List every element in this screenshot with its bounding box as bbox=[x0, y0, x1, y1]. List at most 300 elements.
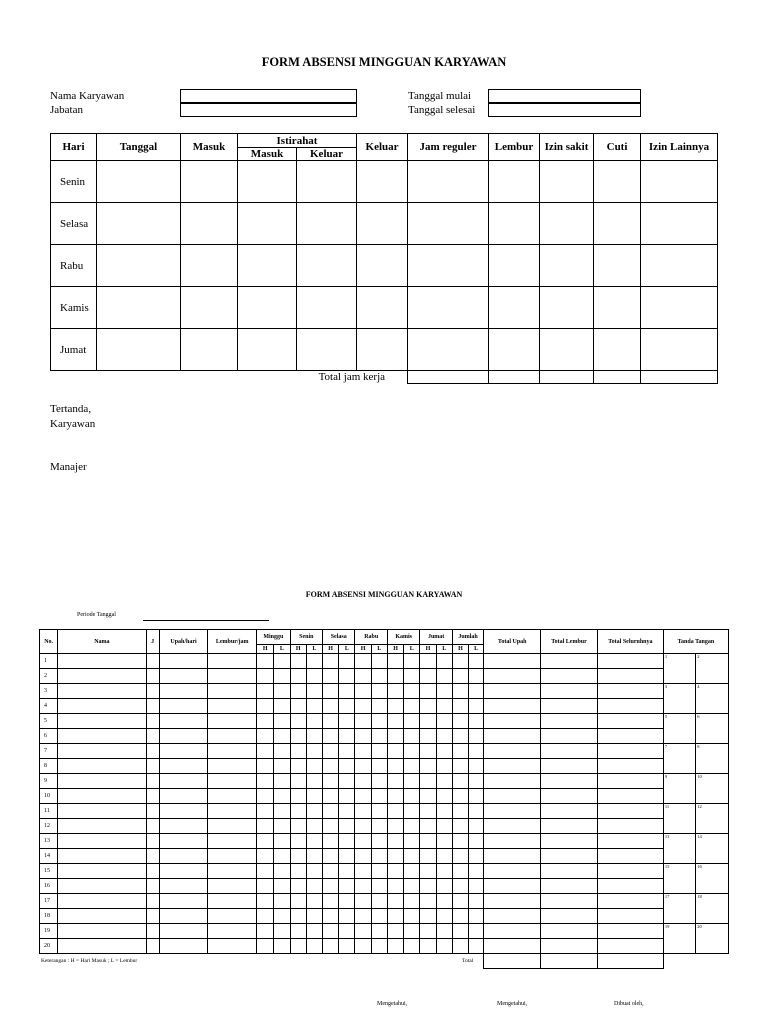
data-cell[interactable] bbox=[58, 924, 146, 939]
data-cell[interactable] bbox=[420, 894, 436, 909]
data-cell[interactable] bbox=[339, 744, 355, 759]
data-cell[interactable] bbox=[597, 699, 663, 714]
data-cell[interactable] bbox=[452, 729, 468, 744]
data-cell[interactable] bbox=[159, 804, 208, 819]
data-cell[interactable] bbox=[355, 819, 371, 834]
attendance-cell[interactable] bbox=[357, 203, 408, 245]
data-cell[interactable] bbox=[208, 939, 257, 954]
data-cell[interactable] bbox=[541, 714, 598, 729]
attendance-cell[interactable] bbox=[238, 287, 297, 329]
data-cell[interactable] bbox=[355, 834, 371, 849]
data-cell[interactable] bbox=[541, 804, 598, 819]
attendance-cell[interactable] bbox=[97, 329, 181, 371]
data-cell[interactable] bbox=[306, 804, 322, 819]
data-cell[interactable] bbox=[159, 879, 208, 894]
data-cell[interactable] bbox=[469, 744, 484, 759]
data-cell[interactable] bbox=[146, 819, 159, 834]
data-cell[interactable] bbox=[387, 654, 403, 669]
data-cell[interactable] bbox=[159, 834, 208, 849]
attendance-cell[interactable] bbox=[238, 329, 297, 371]
data-cell[interactable] bbox=[541, 879, 598, 894]
data-cell[interactable] bbox=[290, 924, 306, 939]
data-cell[interactable] bbox=[159, 714, 208, 729]
data-cell[interactable] bbox=[290, 699, 306, 714]
data-cell[interactable] bbox=[58, 864, 146, 879]
data-cell[interactable] bbox=[58, 744, 146, 759]
attendance-cell[interactable] bbox=[489, 287, 540, 329]
data-cell[interactable] bbox=[436, 684, 452, 699]
data-cell[interactable] bbox=[159, 864, 208, 879]
attendance-cell[interactable] bbox=[408, 203, 489, 245]
data-cell[interactable] bbox=[306, 714, 322, 729]
data-cell[interactable] bbox=[257, 879, 274, 894]
data-cell[interactable] bbox=[208, 669, 257, 684]
tanggal-mulai-field[interactable] bbox=[488, 89, 641, 103]
attendance-cell[interactable] bbox=[357, 245, 408, 287]
tanggal-selesai-field[interactable] bbox=[488, 103, 641, 117]
total-lembur-cell[interactable] bbox=[541, 954, 598, 969]
data-cell[interactable] bbox=[339, 759, 355, 774]
data-cell[interactable] bbox=[404, 834, 420, 849]
data-cell[interactable] bbox=[469, 774, 484, 789]
data-cell[interactable] bbox=[387, 789, 403, 804]
data-cell[interactable] bbox=[484, 834, 541, 849]
attendance-cell[interactable] bbox=[97, 245, 181, 287]
data-cell[interactable] bbox=[469, 699, 484, 714]
data-cell[interactable] bbox=[339, 714, 355, 729]
data-cell[interactable] bbox=[484, 909, 541, 924]
data-cell[interactable] bbox=[371, 699, 387, 714]
data-cell[interactable] bbox=[339, 684, 355, 699]
data-cell[interactable] bbox=[355, 714, 371, 729]
data-cell[interactable] bbox=[355, 894, 371, 909]
data-cell[interactable] bbox=[58, 714, 146, 729]
data-cell[interactable] bbox=[274, 729, 290, 744]
attendance-cell[interactable] bbox=[408, 245, 489, 287]
data-cell[interactable] bbox=[274, 669, 290, 684]
data-cell[interactable] bbox=[469, 729, 484, 744]
data-cell[interactable] bbox=[469, 654, 484, 669]
attendance-cell[interactable] bbox=[489, 329, 540, 371]
data-cell[interactable] bbox=[339, 939, 355, 954]
data-cell[interactable] bbox=[597, 774, 663, 789]
data-cell[interactable] bbox=[387, 849, 403, 864]
data-cell[interactable] bbox=[420, 939, 436, 954]
data-cell[interactable] bbox=[484, 804, 541, 819]
data-cell[interactable] bbox=[469, 909, 484, 924]
data-cell[interactable] bbox=[159, 894, 208, 909]
data-cell[interactable] bbox=[387, 939, 403, 954]
periode-tanggal-field[interactable] bbox=[143, 620, 269, 621]
signature-cell[interactable]: 6 bbox=[696, 714, 729, 744]
data-cell[interactable] bbox=[290, 774, 306, 789]
data-cell[interactable] bbox=[484, 939, 541, 954]
data-cell[interactable] bbox=[355, 939, 371, 954]
data-cell[interactable] bbox=[159, 819, 208, 834]
data-cell[interactable] bbox=[274, 894, 290, 909]
data-cell[interactable] bbox=[208, 729, 257, 744]
data-cell[interactable] bbox=[387, 819, 403, 834]
attendance-cell[interactable] bbox=[238, 161, 297, 203]
data-cell[interactable] bbox=[484, 894, 541, 909]
data-cell[interactable] bbox=[484, 924, 541, 939]
data-cell[interactable] bbox=[323, 924, 339, 939]
data-cell[interactable] bbox=[159, 744, 208, 759]
data-cell[interactable] bbox=[274, 744, 290, 759]
data-cell[interactable] bbox=[452, 819, 468, 834]
data-cell[interactable] bbox=[436, 789, 452, 804]
data-cell[interactable] bbox=[323, 669, 339, 684]
data-cell[interactable] bbox=[387, 759, 403, 774]
data-cell[interactable] bbox=[339, 849, 355, 864]
data-cell[interactable] bbox=[452, 669, 468, 684]
data-cell[interactable] bbox=[404, 894, 420, 909]
data-cell[interactable] bbox=[371, 684, 387, 699]
data-cell[interactable] bbox=[323, 699, 339, 714]
data-cell[interactable] bbox=[387, 714, 403, 729]
data-cell[interactable] bbox=[420, 834, 436, 849]
data-cell[interactable] bbox=[257, 699, 274, 714]
data-cell[interactable] bbox=[355, 759, 371, 774]
data-cell[interactable] bbox=[58, 939, 146, 954]
data-cell[interactable] bbox=[597, 864, 663, 879]
data-cell[interactable] bbox=[420, 684, 436, 699]
signature-cell[interactable]: 9 bbox=[663, 774, 695, 804]
data-cell[interactable] bbox=[58, 654, 146, 669]
signature-cell[interactable]: 7 bbox=[663, 744, 695, 774]
data-cell[interactable] bbox=[208, 864, 257, 879]
data-cell[interactable] bbox=[484, 669, 541, 684]
data-cell[interactable] bbox=[290, 669, 306, 684]
data-cell[interactable] bbox=[355, 744, 371, 759]
data-cell[interactable] bbox=[484, 729, 541, 744]
data-cell[interactable] bbox=[290, 834, 306, 849]
data-cell[interactable] bbox=[404, 924, 420, 939]
data-cell[interactable] bbox=[420, 864, 436, 879]
data-cell[interactable] bbox=[420, 714, 436, 729]
data-cell[interactable] bbox=[404, 744, 420, 759]
data-cell[interactable] bbox=[469, 804, 484, 819]
data-cell[interactable] bbox=[597, 819, 663, 834]
attendance-cell[interactable] bbox=[540, 329, 594, 371]
data-cell[interactable] bbox=[404, 714, 420, 729]
data-cell[interactable] bbox=[355, 804, 371, 819]
total-cell[interactable] bbox=[540, 371, 594, 384]
data-cell[interactable] bbox=[404, 789, 420, 804]
data-cell[interactable] bbox=[274, 834, 290, 849]
data-cell[interactable] bbox=[484, 789, 541, 804]
attendance-cell[interactable] bbox=[297, 245, 357, 287]
total-cell[interactable] bbox=[641, 371, 718, 384]
data-cell[interactable] bbox=[159, 654, 208, 669]
data-cell[interactable] bbox=[274, 909, 290, 924]
data-cell[interactable] bbox=[387, 924, 403, 939]
attendance-cell[interactable] bbox=[181, 203, 238, 245]
data-cell[interactable] bbox=[306, 894, 322, 909]
data-cell[interactable] bbox=[339, 699, 355, 714]
data-cell[interactable] bbox=[257, 819, 274, 834]
data-cell[interactable] bbox=[290, 654, 306, 669]
data-cell[interactable] bbox=[290, 759, 306, 774]
attendance-cell[interactable] bbox=[540, 203, 594, 245]
data-cell[interactable] bbox=[371, 894, 387, 909]
data-cell[interactable] bbox=[339, 924, 355, 939]
data-cell[interactable] bbox=[58, 909, 146, 924]
data-cell[interactable] bbox=[355, 789, 371, 804]
data-cell[interactable] bbox=[274, 849, 290, 864]
data-cell[interactable] bbox=[323, 789, 339, 804]
data-cell[interactable] bbox=[208, 819, 257, 834]
data-cell[interactable] bbox=[274, 879, 290, 894]
data-cell[interactable] bbox=[484, 759, 541, 774]
data-cell[interactable] bbox=[208, 894, 257, 909]
data-cell[interactable] bbox=[274, 804, 290, 819]
data-cell[interactable] bbox=[597, 729, 663, 744]
data-cell[interactable] bbox=[484, 849, 541, 864]
data-cell[interactable] bbox=[323, 804, 339, 819]
data-cell[interactable] bbox=[436, 729, 452, 744]
attendance-cell[interactable] bbox=[641, 329, 718, 371]
data-cell[interactable] bbox=[306, 849, 322, 864]
data-cell[interactable] bbox=[257, 759, 274, 774]
data-cell[interactable] bbox=[436, 939, 452, 954]
data-cell[interactable] bbox=[597, 654, 663, 669]
data-cell[interactable] bbox=[306, 654, 322, 669]
data-cell[interactable] bbox=[436, 924, 452, 939]
data-cell[interactable] bbox=[355, 774, 371, 789]
data-cell[interactable] bbox=[323, 714, 339, 729]
data-cell[interactable] bbox=[371, 849, 387, 864]
data-cell[interactable] bbox=[371, 879, 387, 894]
data-cell[interactable] bbox=[208, 699, 257, 714]
data-cell[interactable] bbox=[469, 819, 484, 834]
data-cell[interactable] bbox=[452, 939, 468, 954]
data-cell[interactable] bbox=[290, 939, 306, 954]
data-cell[interactable] bbox=[290, 804, 306, 819]
data-cell[interactable] bbox=[323, 819, 339, 834]
data-cell[interactable] bbox=[404, 699, 420, 714]
data-cell[interactable] bbox=[257, 669, 274, 684]
data-cell[interactable] bbox=[371, 834, 387, 849]
signature-cell[interactable]: 13 bbox=[663, 834, 695, 864]
data-cell[interactable] bbox=[371, 669, 387, 684]
data-cell[interactable] bbox=[257, 924, 274, 939]
data-cell[interactable] bbox=[452, 684, 468, 699]
data-cell[interactable] bbox=[371, 759, 387, 774]
data-cell[interactable] bbox=[404, 774, 420, 789]
data-cell[interactable] bbox=[469, 924, 484, 939]
data-cell[interactable] bbox=[58, 879, 146, 894]
data-cell[interactable] bbox=[452, 864, 468, 879]
data-cell[interactable] bbox=[257, 849, 274, 864]
data-cell[interactable] bbox=[404, 864, 420, 879]
data-cell[interactable] bbox=[146, 774, 159, 789]
data-cell[interactable] bbox=[159, 924, 208, 939]
data-cell[interactable] bbox=[541, 834, 598, 849]
attendance-cell[interactable] bbox=[594, 161, 641, 203]
data-cell[interactable] bbox=[306, 909, 322, 924]
data-cell[interactable] bbox=[404, 669, 420, 684]
data-cell[interactable] bbox=[452, 789, 468, 804]
data-cell[interactable] bbox=[484, 819, 541, 834]
data-cell[interactable] bbox=[452, 804, 468, 819]
data-cell[interactable] bbox=[208, 924, 257, 939]
data-cell[interactable] bbox=[436, 774, 452, 789]
data-cell[interactable] bbox=[469, 759, 484, 774]
data-cell[interactable] bbox=[208, 744, 257, 759]
signature-cell[interactable]: 12 bbox=[696, 804, 729, 834]
data-cell[interactable] bbox=[469, 714, 484, 729]
data-cell[interactable] bbox=[274, 789, 290, 804]
data-cell[interactable] bbox=[387, 864, 403, 879]
data-cell[interactable] bbox=[290, 864, 306, 879]
data-cell[interactable] bbox=[541, 849, 598, 864]
data-cell[interactable] bbox=[404, 849, 420, 864]
data-cell[interactable] bbox=[541, 684, 598, 699]
data-cell[interactable] bbox=[159, 699, 208, 714]
data-cell[interactable] bbox=[484, 699, 541, 714]
attendance-cell[interactable] bbox=[594, 287, 641, 329]
signature-cell[interactable]: 10 bbox=[696, 774, 729, 804]
data-cell[interactable] bbox=[404, 654, 420, 669]
data-cell[interactable] bbox=[436, 909, 452, 924]
attendance-cell[interactable] bbox=[297, 161, 357, 203]
data-cell[interactable] bbox=[274, 939, 290, 954]
data-cell[interactable] bbox=[257, 744, 274, 759]
data-cell[interactable] bbox=[387, 879, 403, 894]
data-cell[interactable] bbox=[404, 909, 420, 924]
data-cell[interactable] bbox=[146, 864, 159, 879]
data-cell[interactable] bbox=[404, 819, 420, 834]
data-cell[interactable] bbox=[541, 939, 598, 954]
attendance-cell[interactable] bbox=[641, 287, 718, 329]
data-cell[interactable] bbox=[339, 879, 355, 894]
data-cell[interactable] bbox=[208, 684, 257, 699]
data-cell[interactable] bbox=[306, 774, 322, 789]
data-cell[interactable] bbox=[58, 669, 146, 684]
data-cell[interactable] bbox=[290, 744, 306, 759]
data-cell[interactable] bbox=[355, 669, 371, 684]
data-cell[interactable] bbox=[146, 744, 159, 759]
data-cell[interactable] bbox=[257, 909, 274, 924]
data-cell[interactable] bbox=[452, 774, 468, 789]
data-cell[interactable] bbox=[597, 894, 663, 909]
data-cell[interactable] bbox=[339, 804, 355, 819]
signature-cell[interactable]: 18 bbox=[696, 894, 729, 924]
data-cell[interactable] bbox=[597, 759, 663, 774]
signature-cell[interactable]: 4 bbox=[696, 684, 729, 714]
data-cell[interactable] bbox=[597, 924, 663, 939]
signature-cell[interactable]: 5 bbox=[663, 714, 695, 744]
attendance-cell[interactable] bbox=[641, 203, 718, 245]
data-cell[interactable] bbox=[420, 774, 436, 789]
data-cell[interactable] bbox=[306, 789, 322, 804]
data-cell[interactable] bbox=[484, 714, 541, 729]
data-cell[interactable] bbox=[541, 819, 598, 834]
data-cell[interactable] bbox=[355, 654, 371, 669]
jabatan-field[interactable] bbox=[180, 103, 357, 117]
data-cell[interactable] bbox=[484, 654, 541, 669]
data-cell[interactable] bbox=[371, 789, 387, 804]
attendance-cell[interactable] bbox=[641, 245, 718, 287]
data-cell[interactable] bbox=[387, 834, 403, 849]
data-cell[interactable] bbox=[159, 909, 208, 924]
data-cell[interactable] bbox=[146, 684, 159, 699]
data-cell[interactable] bbox=[420, 759, 436, 774]
data-cell[interactable] bbox=[436, 894, 452, 909]
data-cell[interactable] bbox=[159, 669, 208, 684]
signature-cell[interactable]: 3 bbox=[663, 684, 695, 714]
data-cell[interactable] bbox=[146, 669, 159, 684]
data-cell[interactable] bbox=[404, 804, 420, 819]
data-cell[interactable] bbox=[469, 834, 484, 849]
data-cell[interactable] bbox=[436, 864, 452, 879]
data-cell[interactable] bbox=[159, 849, 208, 864]
data-cell[interactable] bbox=[452, 744, 468, 759]
data-cell[interactable] bbox=[146, 939, 159, 954]
data-cell[interactable] bbox=[371, 654, 387, 669]
data-cell[interactable] bbox=[387, 894, 403, 909]
data-cell[interactable] bbox=[306, 939, 322, 954]
data-cell[interactable] bbox=[484, 774, 541, 789]
data-cell[interactable] bbox=[274, 819, 290, 834]
attendance-cell[interactable] bbox=[408, 161, 489, 203]
data-cell[interactable] bbox=[484, 744, 541, 759]
attendance-cell[interactable] bbox=[540, 245, 594, 287]
data-cell[interactable] bbox=[208, 759, 257, 774]
total-seluruhnya-cell[interactable] bbox=[597, 954, 663, 969]
attendance-cell[interactable] bbox=[540, 161, 594, 203]
data-cell[interactable] bbox=[274, 714, 290, 729]
attendance-cell[interactable] bbox=[594, 203, 641, 245]
data-cell[interactable] bbox=[274, 864, 290, 879]
data-cell[interactable] bbox=[290, 849, 306, 864]
data-cell[interactable] bbox=[597, 669, 663, 684]
data-cell[interactable] bbox=[371, 924, 387, 939]
data-cell[interactable] bbox=[436, 654, 452, 669]
attendance-cell[interactable] bbox=[357, 329, 408, 371]
data-cell[interactable] bbox=[452, 909, 468, 924]
data-cell[interactable] bbox=[146, 849, 159, 864]
attendance-cell[interactable] bbox=[97, 203, 181, 245]
signature-cell[interactable]: 16 bbox=[696, 864, 729, 894]
data-cell[interactable] bbox=[290, 714, 306, 729]
data-cell[interactable] bbox=[306, 669, 322, 684]
data-cell[interactable] bbox=[469, 849, 484, 864]
data-cell[interactable] bbox=[597, 879, 663, 894]
data-cell[interactable] bbox=[420, 669, 436, 684]
data-cell[interactable] bbox=[597, 744, 663, 759]
data-cell[interactable] bbox=[541, 924, 598, 939]
data-cell[interactable] bbox=[452, 924, 468, 939]
data-cell[interactable] bbox=[436, 744, 452, 759]
data-cell[interactable] bbox=[323, 684, 339, 699]
data-cell[interactable] bbox=[436, 804, 452, 819]
attendance-cell[interactable] bbox=[297, 329, 357, 371]
data-cell[interactable] bbox=[274, 684, 290, 699]
data-cell[interactable] bbox=[371, 714, 387, 729]
data-cell[interactable] bbox=[436, 819, 452, 834]
data-cell[interactable] bbox=[208, 789, 257, 804]
data-cell[interactable] bbox=[290, 879, 306, 894]
data-cell[interactable] bbox=[469, 684, 484, 699]
data-cell[interactable] bbox=[159, 939, 208, 954]
data-cell[interactable] bbox=[469, 879, 484, 894]
data-cell[interactable] bbox=[339, 654, 355, 669]
data-cell[interactable] bbox=[146, 729, 159, 744]
data-cell[interactable] bbox=[257, 714, 274, 729]
data-cell[interactable] bbox=[323, 654, 339, 669]
